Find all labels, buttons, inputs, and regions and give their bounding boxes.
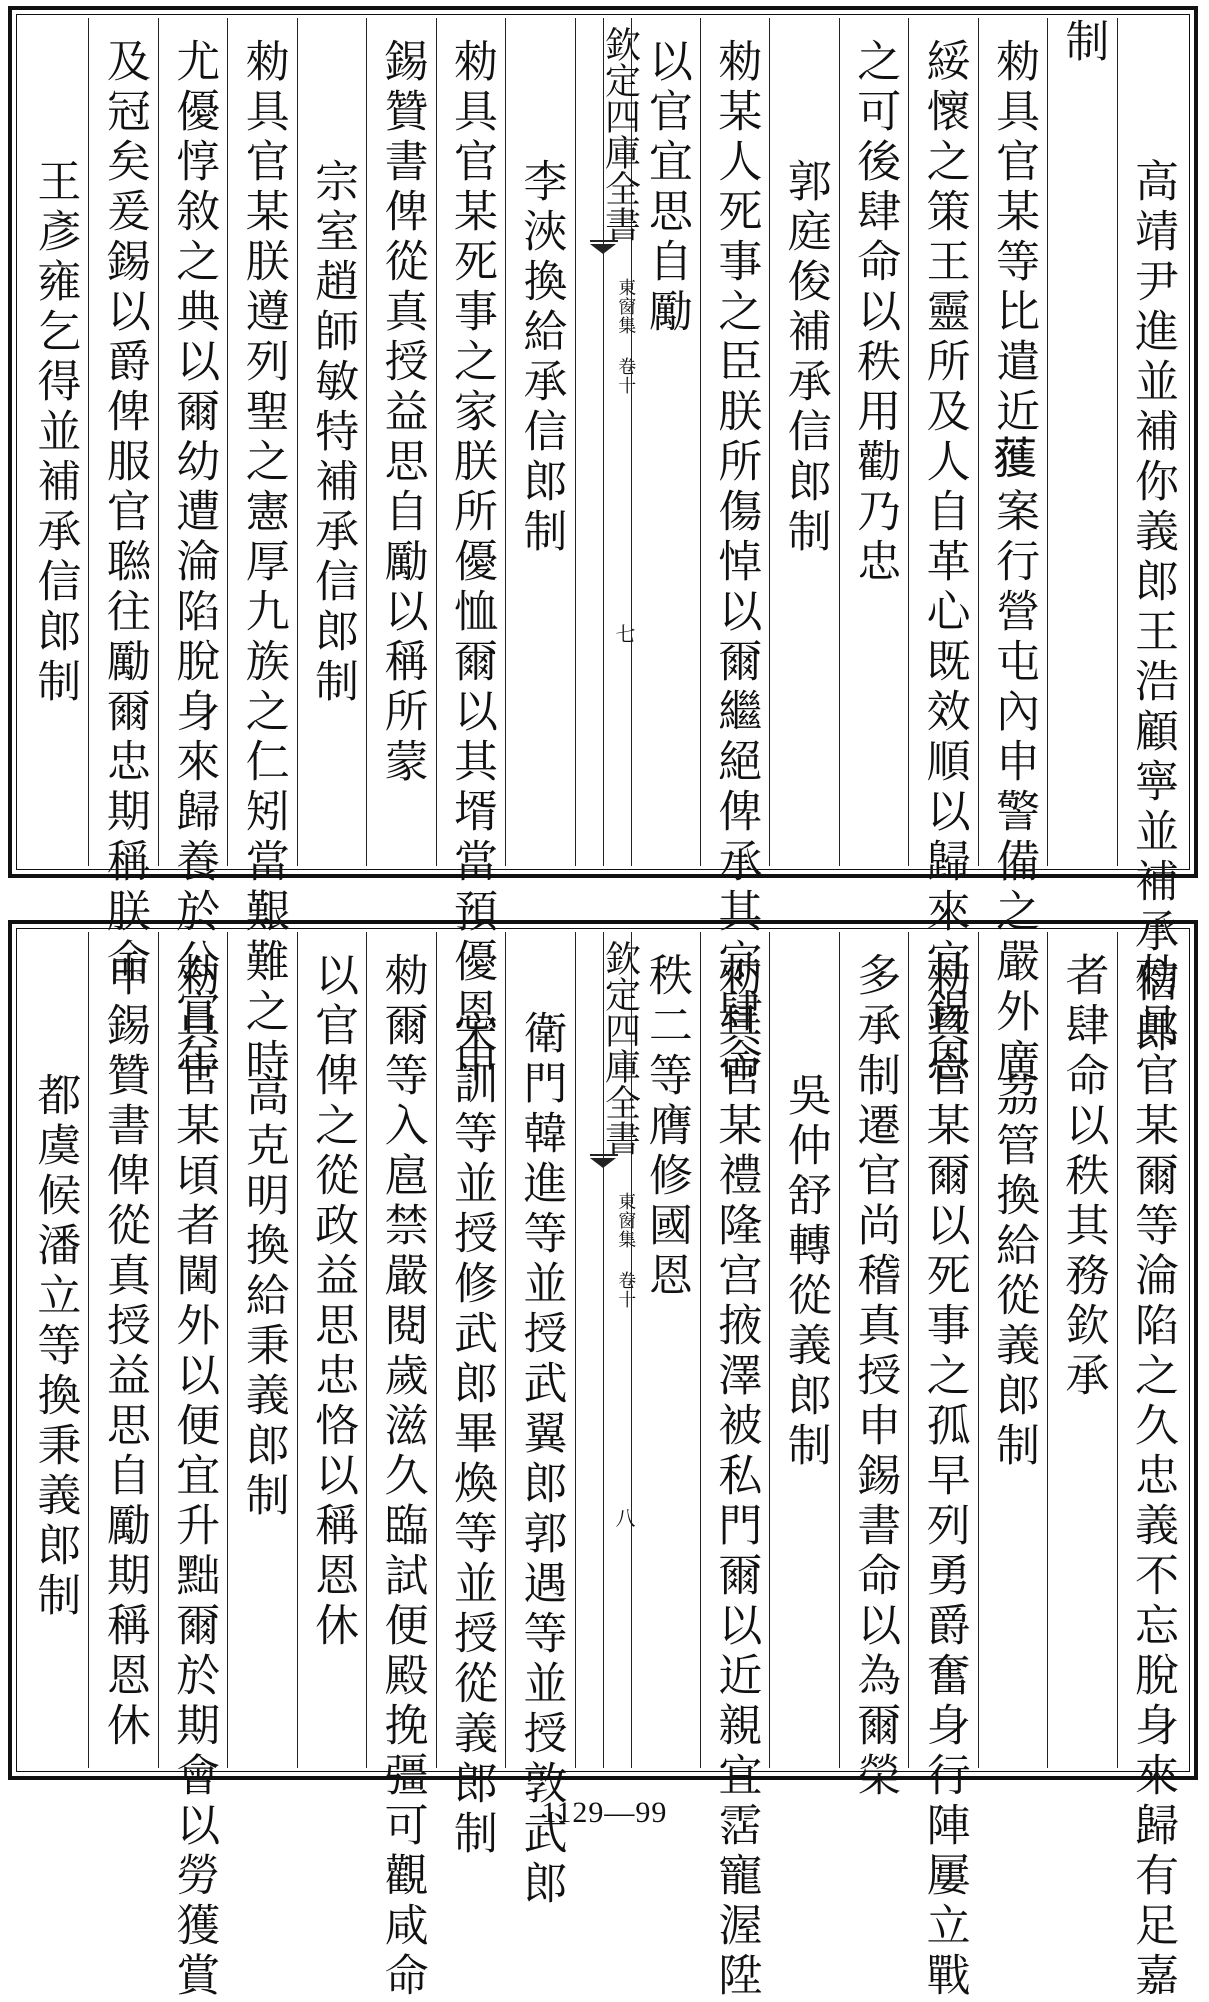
text-column xyxy=(839,932,908,1802)
column-text: 勑具官某爾以死事之孤早列勇爵奮身行陣屢立戰 xyxy=(918,952,970,2002)
banner-volume: 東窗集 卷十 xyxy=(615,1192,637,1309)
text-column xyxy=(366,18,435,866)
text-column xyxy=(297,932,366,1768)
column-text: 郭庭俊補承信郎制 xyxy=(779,158,831,558)
column-text: 衛門韓進等並授武翼郎郭遇等並授敦武郎 xyxy=(515,1010,567,1910)
text-column xyxy=(908,18,977,1088)
banner-title: 欽定四庫全書 xyxy=(599,940,641,1156)
text-column xyxy=(158,18,227,1088)
column-text: 以官俾之從政益思忠恪以稱恩休 xyxy=(307,952,359,1652)
column-text: 以官宜思自勵 xyxy=(640,38,692,338)
fish-tail-mark-icon xyxy=(590,240,618,260)
column-text: 及冠矣爰錫以爵俾服官聮往勵爾忠期稱朕命 xyxy=(98,38,150,988)
column-text: 勑具官某禮隆宫掖澤被私門爾以近親宜霑寵渥陞 xyxy=(710,952,762,2002)
banner-folio: 八 xyxy=(615,1506,636,1530)
page-number-footer: 1129—99 xyxy=(541,1796,668,1829)
column-text: 綏懷之策王靈所及人自革心既效順以歸來宜錫恩 xyxy=(918,38,970,1088)
text-column xyxy=(1117,18,1186,1058)
column-text: 勑具官某爾等淪陷之久忠義不忘脫身來歸有足嘉 xyxy=(1126,952,1178,2002)
column-text: 勑具官某頃者閫外以便宜升黜爾於期會以勞獲賞 xyxy=(168,952,220,2002)
column-text: 勑爾等入扈禁嚴閱歲滋久臨試便殿挽彊可觀咸命 xyxy=(376,952,428,2002)
column-text: 勑具官某朕遵列聖之憲厚九族之仁矧當艱難之時 xyxy=(237,38,289,1088)
text-column xyxy=(297,18,366,866)
text-column xyxy=(978,18,1047,1088)
column-text: 勑某人死事之臣朕所傷悼以爾繼絕俾承其宗肆命 xyxy=(710,38,762,1088)
text-column xyxy=(700,18,769,1088)
banner-folio: 七 xyxy=(615,622,636,646)
column-text: 者肆命以秩其務欽承 xyxy=(1057,952,1109,1402)
column-text: 勑具官某等比遣近𫉬案行營屯內申警備之嚴外廣 xyxy=(988,38,1040,1088)
column-text: 尤優惇敘之典以爾幼遭淪陷脫身來歸養於公宫年 xyxy=(168,38,220,1088)
text-column xyxy=(1117,932,1186,2002)
column-text: 高靖尹進並補你義郎王浩顧寧並補承信郎 xyxy=(1126,158,1178,1058)
text-column xyxy=(158,932,227,2002)
column-text: 宗室趙師敏特補承信郎制 xyxy=(307,158,359,708)
center-banner xyxy=(575,18,641,866)
text-column xyxy=(1047,18,1116,866)
column-text: 錫贊書俾從真授益思自勵以稱所蒙 xyxy=(376,38,428,788)
column-text: 高克明換給秉義郎制 xyxy=(237,1072,289,1522)
text-column xyxy=(227,18,296,1088)
column-text: 宋訓等並授修武郎畢煥等並授從義郎制 xyxy=(446,1010,497,1860)
column-text: 多承制遷官尚稽真授申錫書命以為爾榮 xyxy=(849,952,901,1802)
column-text: 都虞候潘立等換秉義郎制 xyxy=(29,1072,81,1622)
text-column xyxy=(505,18,574,866)
text-column xyxy=(227,932,296,1768)
text-column xyxy=(1047,932,1116,1768)
banner-volume: 東窗集 卷十 xyxy=(615,278,637,395)
text-column xyxy=(436,18,505,1088)
text-column xyxy=(505,932,574,1910)
column-text: 申錫贊書俾從真授益思自勵期稱恩休 xyxy=(98,952,150,1752)
text-column xyxy=(366,932,435,2002)
column-text: 之可後肆命以秩用勸乃忠 xyxy=(849,38,901,588)
fish-tail-mark-icon xyxy=(590,1154,618,1174)
text-column xyxy=(769,932,838,1768)
text-column xyxy=(436,932,505,1860)
center-banner xyxy=(575,932,641,1768)
text-column xyxy=(20,932,88,1768)
column-text: 制 xyxy=(1057,18,1109,68)
text-column xyxy=(20,18,88,866)
banner-title: 欽定四庫全書 xyxy=(599,26,641,242)
text-column xyxy=(631,932,700,1768)
text-column xyxy=(631,18,700,866)
top-page-columns xyxy=(20,18,1186,1088)
text-column xyxy=(978,932,1047,1768)
text-column xyxy=(88,932,157,1768)
column-text: 茘管換給從義郎制 xyxy=(988,1072,1040,1472)
top-page xyxy=(8,6,1198,1088)
text-column xyxy=(908,932,977,2002)
column-text: 秩二等膺修國恩 xyxy=(640,952,692,1302)
text-column xyxy=(839,18,908,866)
column-text: 李浹換給承信郎制 xyxy=(515,158,567,558)
text-column xyxy=(700,932,769,2002)
column-text: 勑具官某死事之家朕所優恤爾以其壻當預優恩申 xyxy=(446,38,497,1088)
column-text: 王彥雍乞得並補承信郎制 xyxy=(29,158,81,708)
column-text: 吳仲舒轉從義郎制 xyxy=(779,1072,831,1472)
text-column xyxy=(769,18,838,866)
text-column xyxy=(88,18,157,988)
